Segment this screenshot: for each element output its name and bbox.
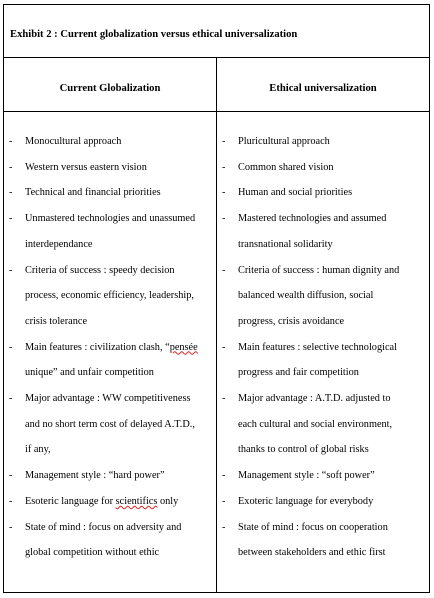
current-globalization-list <box>4 129 216 566</box>
bullet-dash: - <box>222 136 226 147</box>
list-item-line: progress, crisis avoidance <box>238 315 345 327</box>
list-item <box>217 489 429 515</box>
list-item <box>217 515 429 566</box>
list-item <box>217 180 429 206</box>
bullet-dash: - <box>9 495 13 507</box>
list-item-line: Main features : civilization clash, “pensée <box>25 341 198 353</box>
list-item-line: Esoteric language for scientifics only <box>25 495 179 507</box>
list-item-line: balanced wealth diffusion, social <box>238 290 374 302</box>
list-item <box>4 515 216 566</box>
list-item-line: Management style : “soft power” <box>238 470 375 482</box>
list-item <box>217 335 429 386</box>
list-item-line: transnational solidarity <box>238 238 333 250</box>
bullet-dash: - <box>9 136 13 147</box>
list-item-line: Criteria of success : human dignity and <box>238 264 400 276</box>
list-item <box>4 258 216 335</box>
list-item <box>217 463 429 489</box>
exhibit-title: Exhibit 2 : Current globalization versus ethical universalization <box>10 29 298 40</box>
list-item <box>217 258 429 335</box>
list-item <box>4 335 216 386</box>
bullet-dash: - <box>9 187 13 199</box>
column-header-ethical-universalization: Ethical universalization <box>269 83 377 94</box>
bullet-dash: - <box>222 495 226 507</box>
list-item-line: Major advantage : WW competitiveness <box>25 393 191 405</box>
bullet-dash: - <box>222 161 226 173</box>
list-item-line: process, economic efficiency, leadership, <box>25 290 194 302</box>
list-item-line: Pluricultural approach <box>238 136 330 147</box>
list-item-line: State of mind : focus on adversity and <box>25 521 182 533</box>
list-item <box>4 180 216 206</box>
list-item-line: between stakeholders and ethic first <box>238 547 386 559</box>
bullet-dash: - <box>222 470 226 482</box>
list-item-line: Main features : selective technological <box>238 341 397 353</box>
list-item-line: Mastered technologies and assumed <box>238 213 387 225</box>
bullet-dash: - <box>9 393 13 405</box>
list-item-line: and no short term cost of delayed A.T.D., <box>25 418 195 430</box>
list-item-line: progress and fair competition <box>238 367 359 379</box>
list-item <box>4 155 216 181</box>
list-item-line: global competition without ethic <box>25 547 160 559</box>
list-item <box>217 206 429 257</box>
list-item-line: Western versus eastern vision <box>25 161 147 173</box>
title-row <box>4 5 429 58</box>
list-item-line: Human and social priorities <box>238 187 353 199</box>
list-item-line: Management style : “hard power” <box>25 470 165 482</box>
bullet-dash: - <box>9 341 13 353</box>
list-item <box>4 206 216 257</box>
list-item-line: Technical and financial priorities <box>25 187 161 199</box>
list-item-line: if any, <box>25 444 51 456</box>
bullet-dash: - <box>9 161 13 173</box>
list-item <box>217 129 429 155</box>
exhibit-table <box>3 4 430 593</box>
list-item-line: each cultural and social environment, <box>238 418 393 430</box>
list-item-line: Exoteric language for everybody <box>238 495 374 507</box>
list-item-line: interdependance <box>25 238 93 250</box>
list-item-line: Monocultural approach <box>25 136 122 147</box>
bullet-dash: - <box>222 187 226 199</box>
bullet-dash: - <box>222 264 226 276</box>
list-item-line: State of mind : focus on cooperation <box>238 521 388 533</box>
list-item-line: Criteria of success : speedy decision <box>25 264 175 276</box>
list-item <box>4 386 216 463</box>
list-item-line: Unmastered technologies and unassumed <box>25 213 196 225</box>
list-item-line: thanks to control of global risks <box>238 444 369 456</box>
bullet-dash: - <box>9 521 13 533</box>
list-item <box>4 129 216 155</box>
list-item-line: unique” and unfair competition <box>25 367 154 379</box>
bullet-dash: - <box>9 213 13 225</box>
list-item <box>217 155 429 181</box>
bullet-dash: - <box>222 521 226 533</box>
list-item <box>4 489 216 515</box>
bullet-dash: - <box>222 213 226 225</box>
bullet-dash: - <box>222 341 226 353</box>
list-item-line: Major advantage : A.T.D. adjusted to <box>238 393 391 405</box>
ethical-universalization-list <box>217 129 429 566</box>
list-item <box>4 463 216 489</box>
list-item-line: crisis tolerance <box>25 315 88 327</box>
list-item <box>217 386 429 463</box>
list-item-line: Common shared vision <box>238 161 334 173</box>
bullet-dash: - <box>9 470 13 482</box>
bullet-dash: - <box>9 264 13 276</box>
column-header-current-globalization: Current Globalization <box>59 83 161 94</box>
bullet-dash: - <box>222 393 226 405</box>
